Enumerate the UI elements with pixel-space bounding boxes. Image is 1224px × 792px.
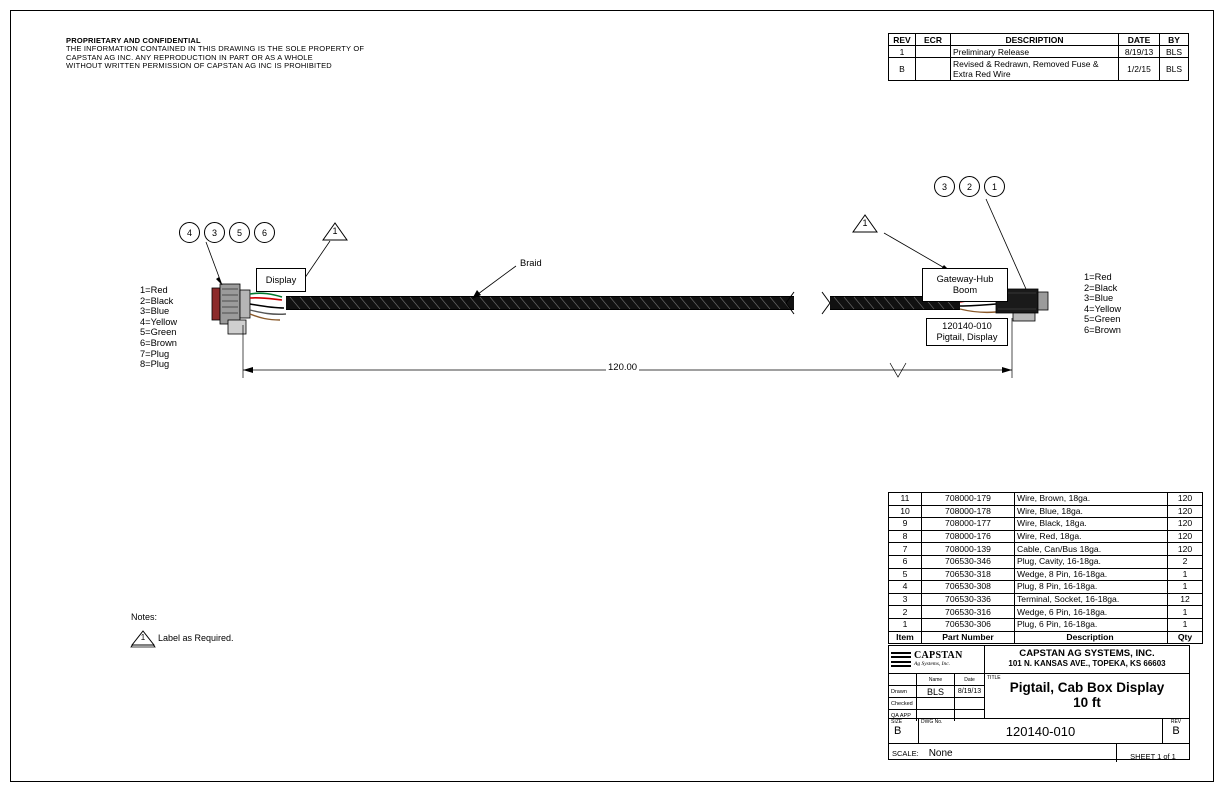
approvals-label-drawn: Drawn [889, 686, 917, 697]
dimension-label: 120.00 [608, 362, 638, 373]
rev-value: B [1172, 725, 1180, 737]
scale-value: None [928, 747, 953, 759]
right-pinout-legend [1084, 272, 1121, 336]
bom-part-number: 708000-139 [922, 543, 1015, 556]
right-pin-5: 5=Green [1084, 314, 1121, 325]
title-block-company-row [889, 646, 1189, 674]
notes-heading: Notes: [131, 612, 158, 622]
bom-item: 1 [889, 618, 922, 631]
right-pin-1: 1=Red [1084, 272, 1112, 282]
gateway-hub-line1: Gateway-Hub [936, 274, 994, 284]
revision-date: 8/19/13 [1119, 46, 1160, 58]
title-block-dwg-row [889, 719, 1189, 744]
approvals-row-drawn [889, 686, 984, 698]
callout-flag-left-label: 1 [332, 226, 338, 236]
balloon-left-3: 5 [229, 222, 250, 243]
bom-description: Plug, 8 Pin, 16-18ga. [1015, 581, 1168, 594]
left-pin-7: 7=Plug [140, 348, 170, 359]
table-row [889, 606, 1203, 619]
bom-header-part-number: Part Number [922, 631, 1015, 644]
bom-header-qty: Qty [1168, 631, 1203, 644]
left-pin-5: 5=Green [140, 327, 177, 338]
dwg-number-cell [919, 719, 1163, 743]
bom-item: 11 [889, 493, 922, 506]
display-label: Display [256, 268, 306, 292]
bom-part-number: 706530-316 [922, 606, 1015, 619]
revision-by: BLS [1160, 46, 1189, 58]
revision-description: Revised & Redrawn, Removed Fuse & Extra Red Wire [951, 58, 1119, 81]
scale-cell [889, 744, 1117, 762]
bom-header-item: Item [889, 631, 922, 644]
revision-date: 1/2/15 [1119, 58, 1160, 81]
capstan-logo-icon [891, 652, 911, 668]
bom-description: Wedge, 8 Pin, 16-18ga. [1015, 568, 1168, 581]
revision-by: BLS [1160, 58, 1189, 81]
bom-part-number: 706530-318 [922, 568, 1015, 581]
table-row [889, 530, 1203, 543]
right-pin-6: 6=Brown [1084, 324, 1121, 335]
proprietary-line-3: WITHOUT WRITTEN PERMISSION OF CAPSTAN AG INC IS PROHIBITED [66, 61, 332, 71]
title-block-scale-row [889, 744, 1189, 762]
revision-header-date: DATE [1119, 34, 1160, 46]
dwg-label: DWG No. [921, 719, 943, 725]
revision-rev: B [889, 58, 916, 81]
approvals-label-qa: QA APP [889, 710, 917, 721]
approvals-date-header: Date [964, 676, 975, 683]
pigtail-display-label [926, 318, 1008, 346]
table-row [889, 593, 1203, 606]
bom-item: 7 [889, 543, 922, 556]
approvals-row-checked [889, 698, 984, 710]
table-row [889, 555, 1203, 568]
scale-label: SCALE: [892, 748, 919, 758]
bom-qty: 1 [1168, 606, 1203, 619]
balloon-right-2: 2 [959, 176, 980, 197]
sheet-value: SHEET 1 of 1 [1130, 752, 1176, 761]
logo-subtitle: Ag Systems, Inc. [914, 660, 951, 667]
bom-description: Terminal, Socket, 16-18ga. [1015, 593, 1168, 606]
drawing-title-line-1: Pigtail, Cab Box Display [1009, 680, 1165, 695]
bom-item: 4 [889, 581, 922, 594]
note-item-1-text: Label as Required. [158, 633, 234, 643]
balloon-right-3: 1 [984, 176, 1005, 197]
left-pin-8: 8=Plug [140, 359, 170, 370]
approvals-label-checked: Checked [889, 698, 917, 709]
proprietary-title: PROPRIETARY AND CONFIDENTIAL [66, 36, 201, 45]
company-logo [889, 646, 985, 673]
bom-description: Cable, Can/Bus 18ga. [1015, 543, 1168, 556]
bom-part-number: 708000-179 [922, 493, 1015, 506]
approvals-table [889, 674, 985, 718]
pigtail-description: Pigtail, Display [936, 332, 998, 342]
gateway-hub-line2: Boom [952, 285, 978, 295]
company-address: 101 N. KANSAS AVE., TOPEKA, KS 66603 [1008, 659, 1166, 668]
approvals-date-checked [955, 698, 984, 709]
title-block-middle-row [889, 674, 1189, 719]
approvals-header [889, 674, 984, 686]
proprietary-line-1: THE INFORMATION CONTAINED IN THIS DRAWING IS THE SOLE PROPERTY OF [66, 44, 365, 53]
company-info [985, 646, 1189, 673]
table-row [889, 518, 1203, 531]
bom-item: 5 [889, 568, 922, 581]
right-pin-3: 3=Blue [1084, 293, 1114, 304]
left-pin-4: 4=Yellow [140, 316, 178, 327]
bom-part-number: 708000-177 [922, 518, 1015, 531]
bill-of-materials [888, 492, 1203, 644]
size-value: B [894, 725, 902, 737]
balloon-left-2: 3 [204, 222, 225, 243]
proprietary-line-2: CAPSTAN AG INC. ANY REPRODUCTION IN PART OR AS A WHOLE [66, 52, 313, 62]
bom-part-number: 708000-178 [922, 505, 1015, 518]
table-row [889, 618, 1203, 631]
table-row [889, 505, 1203, 518]
approvals-name-header: Name [917, 674, 955, 685]
bom-item: 2 [889, 606, 922, 619]
drawing-title-cell [985, 674, 1189, 718]
bom-description: Wedge, 6 Pin, 16-18ga. [1015, 606, 1168, 619]
approvals-blank [889, 674, 917, 685]
company-name: CAPSTAN AG SYSTEMS, INC. [1019, 648, 1155, 659]
bom-description: Plug, 6 Pin, 16-18ga. [1015, 618, 1168, 631]
note-flag-icon [131, 630, 155, 646]
balloon-right-1: 3 [934, 176, 955, 197]
rev-label: REV [1170, 719, 1182, 725]
bom-qty: 1 [1168, 581, 1203, 594]
rev-cell [1163, 719, 1189, 743]
dwg-value: 120140-010 [1005, 724, 1076, 739]
bom-description: Wire, Red, 18ga. [1015, 530, 1168, 543]
bom-part-number: 706530-308 [922, 581, 1015, 594]
bom-description: Wire, Blue, 18ga. [1015, 505, 1168, 518]
left-pin-6: 6=Brown [140, 337, 177, 348]
note-flag-label: 1 [140, 633, 146, 642]
size-cell [889, 719, 919, 743]
revision-header-description: DESCRIPTION [951, 34, 1119, 46]
callout-flag-right-label: 1 [862, 218, 868, 228]
bom-description: Plug, Cavity, 16-18ga. [1015, 555, 1168, 568]
revision-header-rev: REV [889, 34, 916, 46]
bom-qty: 120 [1168, 493, 1203, 506]
logo-name: CAPSTAN [914, 649, 963, 661]
bom-item: 9 [889, 518, 922, 531]
table-row [889, 581, 1203, 594]
bom-qty: 12 [1168, 593, 1203, 606]
title-label: TITLE [987, 675, 1001, 681]
note-item-1 [131, 630, 234, 646]
bom-qty: 120 [1168, 518, 1203, 531]
bom-qty: 120 [1168, 505, 1203, 518]
callout-flag-right [852, 214, 876, 233]
revision-description: Preliminary Release [951, 46, 1119, 58]
left-pin-2: 2=Black [140, 295, 174, 306]
bom-qty: 1 [1168, 568, 1203, 581]
revision-rev: 1 [889, 46, 916, 58]
table-row [889, 493, 1203, 506]
table-row [889, 543, 1203, 556]
approvals-date-drawn: 8/19/13 [957, 688, 982, 695]
right-pin-2: 2=Black [1084, 282, 1118, 293]
bom-qty: 120 [1168, 530, 1203, 543]
drawing-title-line-2: 10 ft [1073, 695, 1101, 710]
balloon-left-1: 4 [179, 222, 200, 243]
revision-header-by: BY [1160, 34, 1189, 46]
balloon-left-4: 6 [254, 222, 275, 243]
bom-qty: 120 [1168, 543, 1203, 556]
bom-item: 8 [889, 530, 922, 543]
bom-qty: 2 [1168, 555, 1203, 568]
gateway-hub-label [922, 268, 1008, 302]
pigtail-part-number: 120140-010 [942, 321, 992, 331]
bom-part-number: 708000-176 [922, 530, 1015, 543]
table-row [889, 568, 1203, 581]
callout-flag-left [322, 222, 346, 241]
bom-part-number: 706530-346 [922, 555, 1015, 568]
right-pin-4: 4=Yellow [1084, 303, 1122, 314]
notes-block [131, 612, 234, 646]
bom-description: Wire, Brown, 18ga. [1015, 493, 1168, 506]
bom-part-number: 706530-336 [922, 593, 1015, 606]
title-block [888, 645, 1190, 760]
bom-item: 6 [889, 555, 922, 568]
left-pin-3: 3=Blue [140, 306, 170, 317]
bom-header-row [889, 631, 1203, 644]
approvals-name-drawn: BLS [917, 686, 955, 697]
bom-description: Wire, Black, 18ga. [1015, 518, 1168, 531]
revision-header-ecr: ECR [916, 34, 951, 46]
bom-item: 3 [889, 593, 922, 606]
bom-header-description: Description [1015, 631, 1168, 644]
braid-label: Braid [520, 258, 542, 268]
left-pinout-legend [140, 285, 177, 370]
bom-item: 10 [889, 505, 922, 518]
bom-qty: 1 [1168, 618, 1203, 631]
sheet-cell [1117, 744, 1189, 762]
approvals-name-checked [917, 698, 955, 709]
bom-part-number: 706530-306 [922, 618, 1015, 631]
left-pin-1: 1=Red [140, 285, 168, 295]
size-label: SIZE [891, 719, 903, 725]
